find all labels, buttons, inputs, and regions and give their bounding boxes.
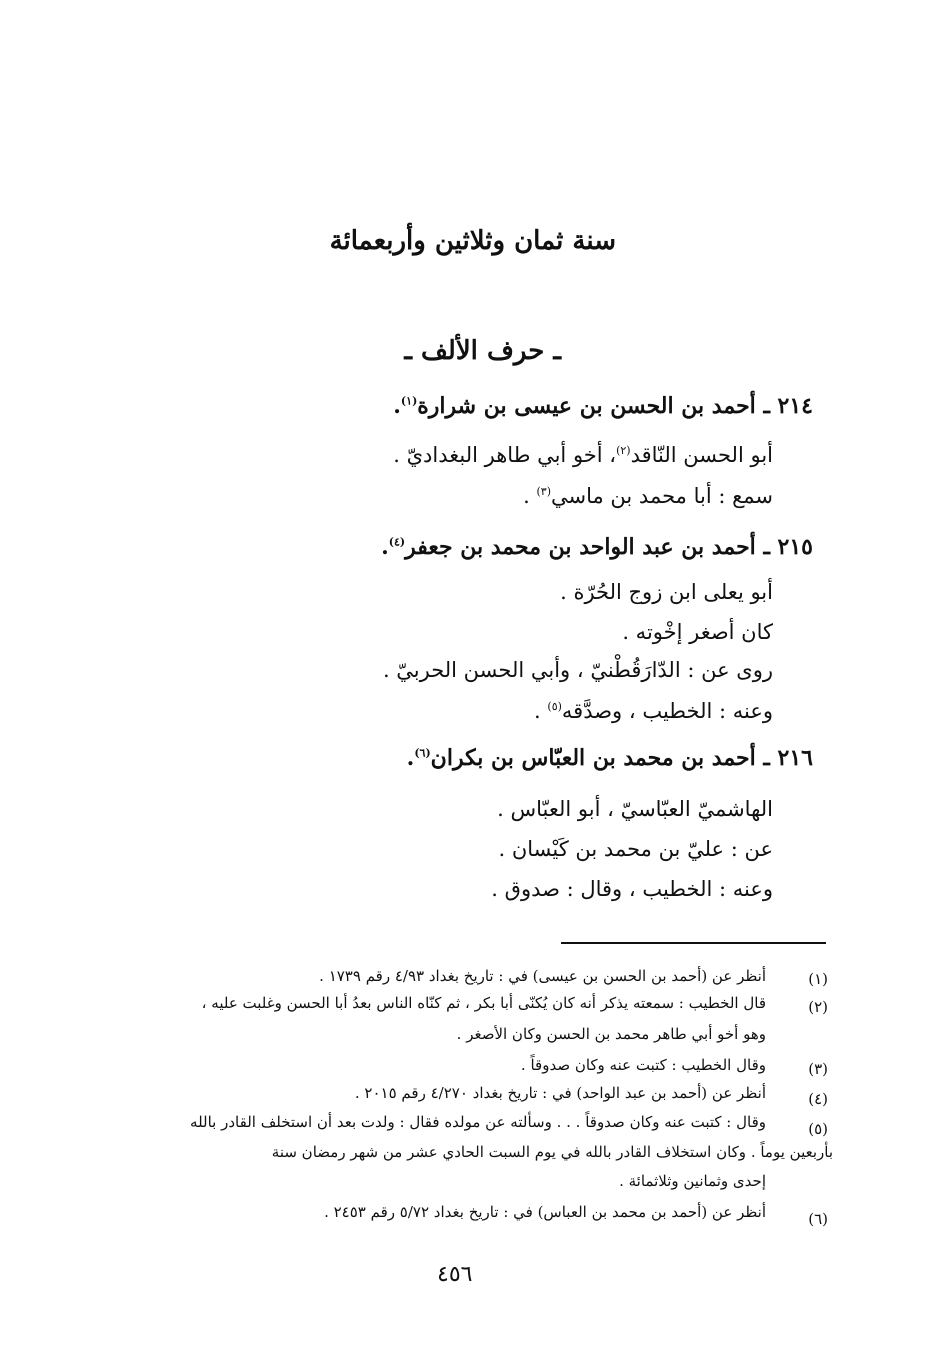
entry-line: [393, 443, 773, 467]
footnote-number: (٤): [808, 1090, 828, 1108]
footnote-text: وقال : كتبت عنه وكان صدوقاً . . . وسألته عن مولده فقال : ولدت بعد أن استخلف القادر بالله: [190, 1113, 766, 1131]
entry-heading-text: ٢١٥ ـ أحمد بن عبد الواحد بن محمد بن جعفر: [405, 534, 813, 560]
entry-heading: ٢١٥ ـ أحمد بن عبد الواحد بن محمد بن جعفر$^{(٤)}$.: [381, 534, 813, 560]
entry-line-text: الهاشميّ العبّاسيّ ، أبو العبّاس .: [497, 797, 773, 821]
footnote-text: وقال الخطيب : كتبت عنه وكان صدوقاً .: [520, 1056, 766, 1074]
footnote-number: (١): [808, 970, 828, 988]
footnote-number: (٦): [808, 1210, 828, 1228]
footnote-continuation: وهو أخو أبي طاهر محمد بن الحسن وكان الأصغر .: [456, 1025, 766, 1043]
entry-line-text: كان أصغر إخْوته .: [622, 620, 773, 644]
entry-heading: ٢١٤ ـ أحمد بن الحسن بن عيسى بن شرارة$^{(١)}$.: [393, 393, 813, 419]
footnote-text: أنظر عن (أحمد بن محمد بن العباس) في : تاريخ بغداد ٥/٧٢ رقم ٢٤٥٣ .: [324, 1203, 766, 1221]
footnote-separator: [561, 942, 826, 944]
entry-line-text: وعنه : الخطيب ، وقال : صدوق .: [491, 877, 773, 901]
entry-line-text: عن : عليّ بن محمد بن كَيْسان .: [498, 837, 773, 861]
footnote-text: أنظر عن (أحمد بن الحسن بن عيسى) في : تاريخ بغداد ٤/٩٣ رقم ١٧٣٩ .: [319, 967, 766, 985]
entry-line: [383, 658, 773, 682]
footnote-text: أنظر عن (أحمد بن عبد الواحد) في : تاريخ بغداد ٤/٢٧٠ رقم ٢٠١٥ .: [354, 1084, 766, 1102]
entry-line-text: روى عن : الدّارَقُطْنيّ ، وأبي الحسن الحربيّ .: [382, 658, 773, 682]
entry-line: [523, 484, 773, 508]
footnote-ref: (٤): [388, 535, 406, 549]
entry-line: [622, 620, 773, 644]
entry-line: [499, 837, 774, 861]
entry-line-text: سمع : أبا محمد بن ماسي: [551, 484, 773, 508]
entry-line-rest: .: [523, 484, 537, 508]
entry-line-text: أبو يعلى ابن زوج الحُرّة .: [560, 580, 773, 604]
entry-line: [534, 699, 773, 723]
entry-heading-text: ٢١٦ ـ أحمد بن محمد بن العبّاس بن بكران: [430, 745, 813, 771]
footnote-continuation: إحدى وثمانين وثلاثمائة .: [619, 1172, 766, 1190]
footnote-ref: (٥): [547, 700, 562, 713]
entry-line-text: أبو الحسن النّاقد: [630, 443, 773, 467]
footnote-number: (٥): [808, 1120, 828, 1138]
footnote-ref: (٢): [616, 444, 631, 457]
entry-line: [560, 580, 773, 604]
entry-line: [491, 877, 773, 901]
footnote-continuation: بأربعين يوماً . وكان استخلاف القادر بالله في يوم السبت الحادي عشر من شهر رمضان سنة: [271, 1143, 833, 1161]
footnote-number: (٣): [808, 1060, 828, 1078]
page-number: ٤٥٦: [437, 1262, 473, 1287]
entry-line: [497, 797, 773, 821]
footnote-ref: (١): [400, 394, 418, 408]
footnote-text: قال الخطيب : سمعته يذكر أنه كان يُكنّى أبا بكر ، ثم كنّاه الناس بعدُ أبا الحسن وغلبت عليه ،: [201, 994, 766, 1012]
entry-line-rest: ، أخو أبي طاهر البغداديّ .: [393, 443, 617, 467]
entry-line-text: وعنه : الخطيب ، وصدَّقه: [561, 699, 773, 723]
section-heading: ـ حرف الألف ـ: [404, 336, 561, 366]
footnote-number: (٢): [808, 998, 828, 1016]
entry-heading: ٢١٦ ـ أحمد بن محمد بن العبّاس بن بكران$^{(٦)}$.: [406, 745, 813, 771]
entry-heading-text: ٢١٤ ـ أحمد بن الحسن بن عيسى بن شرارة: [417, 393, 813, 419]
entry-line-rest: .: [534, 699, 548, 723]
footnote-ref: (٣): [536, 485, 551, 498]
footnote-ref: (٦): [414, 746, 431, 760]
page-title: سنة ثمان وثلاثين وأربعمائة: [329, 226, 616, 256]
